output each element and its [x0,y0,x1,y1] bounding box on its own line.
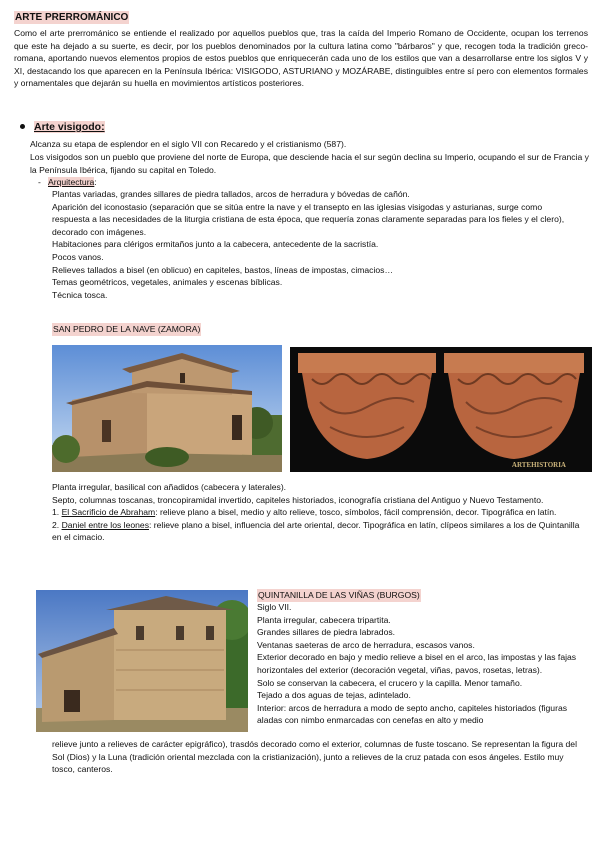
intro-paragraph: Como el arte prerrománico se entiende el realizado por aquellos pueblos que, tras la caída del Imperio Romano de Occidente, ocupan los terrenos que este ha dejado a su suerte, es decir, por los pueblos denominados por la cultura latina como "bárbaros" y que, recogen toda la tradición greco-romana, aportando nuevos elementos propios de estos pueblos que enriquecerán cada uno de los estilos que van a desarrollarse entre los siglos V y XI, destacando los que aparecen en la Península Ibérica: VISIGODO, ASTURIANO y MOZÁRABE, distinguibles entre sí pero con elementos formales y ornamentales que dejarán su huella en movimientos artísticos posteriores. [14,28,588,89]
visigodo-paragraph-1: Alcanza su etapa de esplendor en el siglo VII con Recaredo y el cristianismo (587). [30,139,347,149]
quintanilla-illustration [36,590,248,732]
photo-watermark: ARTEHISTORIA [511,461,566,469]
section-heading-label: Arte visigodo: [34,121,105,133]
visigodo-paragraph-2: Los visigodos son un pueblo que proviene del norte de Europa, que desciende hacia el sur según declina su Imperio, ocupando el sur de Francia y la Península Ibérica, fijando su capital en Toledo. [30,152,589,175]
list-item: Siglo VII. [257,602,292,612]
list-item: Pocos vanos. [52,251,104,262]
description-item-2 [52,519,582,544]
subsection-label: Arquitectura [48,177,95,187]
church-illustration [52,345,282,472]
list-item: Aparición del iconostasio (separación que se sitúa entre la nave y el transepto en las iglesias visigodas y asturianas, surge como respuesta a las necesidades de la liturgia cristiana de esta época, que requería zonas claramente separadas para los fieles y el clero), decorado con imágenes. [52,201,565,237]
list-item: Temas geométricos, vegetales, animales y escenas bíblicas. [52,277,283,288]
list-item: Habitaciones para clérigos ermitaños junto a la cabecera, antecedente de la sacristía. [52,239,379,250]
list-item: Técnica tosca. [52,289,108,300]
subsection-colon: : [94,177,97,187]
page-title: ARTE PRERROMÁNICO [15,12,129,23]
quintanilla-continuation: relieve junto a relieves de carácter epigráfico), trasdós decorado como el exterior, columnas de fuste toscano. Se representan la figura del Sol (Dios) y la Luna (tradición oriental mezclada con la cristianización), junto a relieves de la cruz patada con esos ángeles. Estilo muy tosco, canteros. [52,739,577,775]
list-item: Solo se conservan la cabecera, el crucero y la capilla. Menor tamaño. [257,677,523,688]
list-item: Grandes sillares de piedra labrados. [257,627,396,638]
list-item: Ventanas saeteras de arco de herradura, escasos vanos. [257,639,475,650]
quintanilla-list [257,601,587,727]
description-line: Planta irregular, basilical con añadidos (cabecera y laterales). [52,482,287,492]
list-item: Plantas variadas, grandes sillares de piedra tallados, arcos de herradura y bóvedas de cañón. [52,189,410,199]
item-number: 2. [52,519,62,530]
caption-quintanilla: QUINTANILLA DE LAS VIÑAS (BURGOS) [258,590,420,600]
church-photo-quintanilla [36,590,248,732]
list-item: Interior: arcos de herradura a modo de septo ancho, capiteles historiados (figuras aladas con nimbo enmarcadas con cenefas en alto y medio [257,702,568,726]
description-item-1 [52,506,582,519]
san-pedro-description [52,481,582,544]
list-item: Tejado a dos aguas de tejas, adintelado. [257,690,411,701]
relief-title-link[interactable]: El Sacrificio de Abraham [61,507,156,518]
description-line: Septo, columnas toscanas, troncopiramidal invertido, capiteles historiados, iconografía cristiana del Antiguo y Nuevo Testamento. [52,494,544,505]
item-text: : relieve plano a bisel, medio y alto relieve, tosco, símbolos, fácil comprensión, decor. Tipográfica en latín. [155,507,557,518]
carved-capitals-illustration [290,347,592,472]
list-item: Planta irregular, cabecera tripartita. [257,614,391,625]
church-photo-san-pedro [52,345,282,472]
list-item: Exterior decorado en bajo y medio relieve a bisel en el arco, las impostas y las fajas horizontales del exterior (decoración vegetal, viñas, pavos, rosetas, letras). [257,652,577,675]
item-text: : relieve plano a bisel, influencia del arte oriental, decor. Tipográfica en latín, clípeos similares a los de Quintanilla en el cimacio. [52,519,580,543]
arquitectura-list [52,188,577,301]
capitals-photo [290,347,592,472]
caption-san-pedro: SAN PEDRO DE LA NAVE (ZAMORA) [53,324,201,334]
relief-title-link[interactable]: Daniel entre los leones [61,519,149,530]
bullet-icon [20,124,25,129]
dash-marker: - [38,177,41,187]
section-heading-visigodo [18,120,105,134]
item-number: 1. [52,507,62,518]
subsection-arquitectura [38,176,97,189]
list-item: Relieves tallados a bisel (en oblicuo) en capiteles, bastos, líneas de impostas, cimacios… [52,264,394,275]
